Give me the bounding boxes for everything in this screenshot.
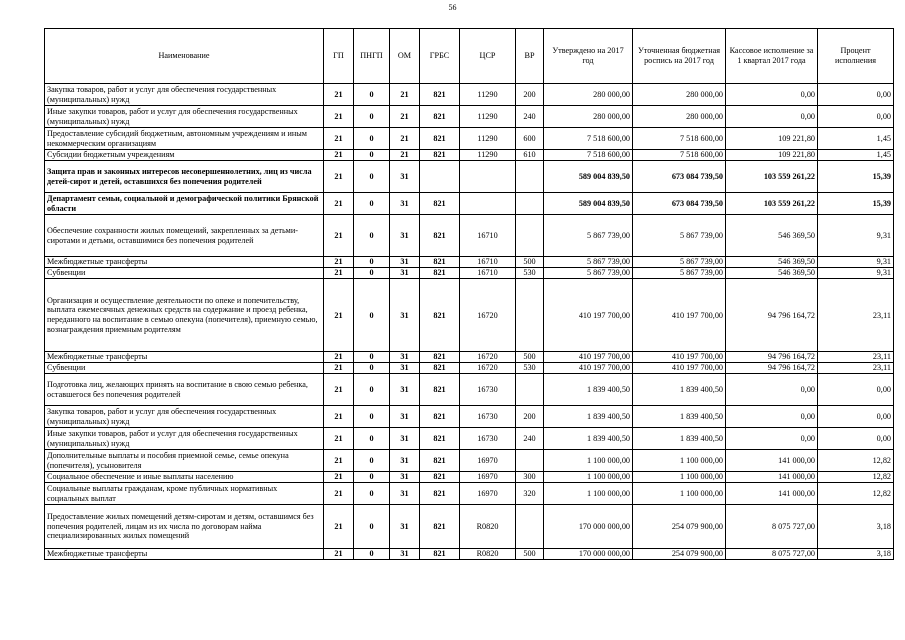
row-name-cell: Департамент семьи, социальной и демографической политики Брянской области — [45, 193, 324, 215]
row-gp-cell: 21 — [324, 428, 354, 450]
row-pgp-cell: 0 — [354, 161, 390, 193]
row-gp-cell: 21 — [324, 549, 354, 560]
row-refined-cell: 280 000,00 — [633, 84, 726, 106]
table-row — [45, 363, 894, 374]
table-row — [45, 84, 894, 106]
header-approved: Утверждено на 2017 год — [544, 29, 633, 84]
table-row — [45, 450, 894, 472]
row-cash-cell: 94 796 164,72 — [726, 279, 818, 352]
row-approved-cell: 589 004 839,50 — [544, 161, 633, 193]
row-cash-cell: 94 796 164,72 — [726, 363, 818, 374]
row-grbs-cell: 821 — [420, 363, 460, 374]
row-cash-cell: 0,00 — [726, 84, 818, 106]
row-vr-cell — [516, 215, 544, 257]
row-refined-cell: 673 084 739,50 — [633, 161, 726, 193]
row-name-cell: Межбюджетные трансферты — [45, 257, 324, 268]
row-name-cell: Защита прав и законных интересов несовершеннолетних, лиц из числа детей-сирот и детей, оставшихся без попечения родителей — [45, 161, 324, 193]
row-grbs-cell: 821 — [420, 428, 460, 450]
row-percent-cell: 3,18 — [818, 505, 894, 549]
row-name-cell: Подготовка лиц, желающих принять на воспитание в свою семью ребенка, оставшегося без попечения родителей — [45, 374, 324, 406]
row-approved-cell: 1 100 000,00 — [544, 472, 633, 483]
row-csr-cell: 16720 — [460, 352, 516, 363]
table-row — [45, 161, 894, 193]
row-approved-cell: 7 518 600,00 — [544, 150, 633, 161]
row-gp-cell: 21 — [324, 483, 354, 505]
row-gp-cell: 21 — [324, 406, 354, 428]
row-om-cell: 21 — [390, 106, 420, 128]
row-csr-cell: 11290 — [460, 128, 516, 150]
row-name-cell: Закупка товаров, работ и услуг для обеспечения государственных (муниципальных) нужд — [45, 84, 324, 106]
row-pgp-cell: 0 — [354, 406, 390, 428]
row-name-cell: Обеспечение сохранности жилых помещений, закрепленных за детьми-сиротами и детьми, оставшимися без попечения родителей — [45, 215, 324, 257]
row-refined-cell: 280 000,00 — [633, 106, 726, 128]
row-name-cell: Предоставление жилых помещений детям-сиротам и детям, оставшимся без попечения родителей, лицам из их числа по договорам найма специализированных жилых помещений — [45, 505, 324, 549]
row-refined-cell: 410 197 700,00 — [633, 352, 726, 363]
row-csr-cell — [460, 193, 516, 215]
row-pgp-cell: 0 — [354, 279, 390, 352]
row-approved-cell: 7 518 600,00 — [544, 128, 633, 150]
row-om-cell: 21 — [390, 84, 420, 106]
row-approved-cell: 5 867 739,00 — [544, 268, 633, 279]
row-vr-cell: 500 — [516, 352, 544, 363]
row-gp-cell: 21 — [324, 257, 354, 268]
row-csr-cell: 16970 — [460, 483, 516, 505]
row-percent-cell: 23,11 — [818, 363, 894, 374]
row-pgp-cell: 0 — [354, 215, 390, 257]
row-cash-cell: 8 075 727,00 — [726, 505, 818, 549]
row-vr-cell: 610 — [516, 150, 544, 161]
row-cash-cell: 109 221,80 — [726, 150, 818, 161]
row-csr-cell: 11290 — [460, 150, 516, 161]
row-name-cell: Субвенции — [45, 363, 324, 374]
row-csr-cell: 16730 — [460, 406, 516, 428]
row-grbs-cell: 821 — [420, 84, 460, 106]
row-approved-cell: 1 100 000,00 — [544, 450, 633, 472]
header-vr: ВР — [516, 29, 544, 84]
row-pgp-cell: 0 — [354, 193, 390, 215]
row-gp-cell: 21 — [324, 128, 354, 150]
row-refined-cell: 254 079 900,00 — [633, 505, 726, 549]
row-om-cell: 31 — [390, 193, 420, 215]
row-cash-cell: 0,00 — [726, 106, 818, 128]
row-cash-cell: 546 369,50 — [726, 215, 818, 257]
row-percent-cell: 0,00 — [818, 374, 894, 406]
table-row — [45, 106, 894, 128]
row-om-cell: 31 — [390, 428, 420, 450]
row-percent-cell: 9,31 — [818, 268, 894, 279]
row-grbs-cell: 821 — [420, 279, 460, 352]
row-vr-cell: 500 — [516, 257, 544, 268]
row-refined-cell: 673 084 739,50 — [633, 193, 726, 215]
row-grbs-cell: 821 — [420, 406, 460, 428]
row-gp-cell: 21 — [324, 352, 354, 363]
row-percent-cell: 12,82 — [818, 472, 894, 483]
row-cash-cell: 141 000,00 — [726, 450, 818, 472]
row-grbs-cell: 821 — [420, 268, 460, 279]
row-approved-cell: 589 004 839,50 — [544, 193, 633, 215]
row-grbs-cell: 821 — [420, 215, 460, 257]
row-percent-cell: 1,45 — [818, 128, 894, 150]
row-pgp-cell: 0 — [354, 268, 390, 279]
row-name-cell: Межбюджетные трансферты — [45, 352, 324, 363]
row-refined-cell: 1 839 400,50 — [633, 428, 726, 450]
row-grbs-cell: 821 — [420, 483, 460, 505]
row-gp-cell: 21 — [324, 106, 354, 128]
page-number: 56 — [448, 3, 457, 12]
row-om-cell: 31 — [390, 472, 420, 483]
row-gp-cell: 21 — [324, 505, 354, 549]
row-vr-cell — [516, 374, 544, 406]
row-grbs-cell: 821 — [420, 128, 460, 150]
row-gp-cell: 21 — [324, 374, 354, 406]
row-approved-cell: 410 197 700,00 — [544, 363, 633, 374]
budget-execution-table — [44, 28, 894, 560]
row-csr-cell: 16730 — [460, 374, 516, 406]
table-row — [45, 150, 894, 161]
row-approved-cell: 1 839 400,50 — [544, 428, 633, 450]
row-grbs-cell: 821 — [420, 257, 460, 268]
row-name-cell: Организация и осуществление деятельности по опеке и попечительству, выплата ежемесячных денежных средств на содержание и проезд ребенка, переданного на воспитание в семью опекуна (попечителя), приемную семью, вознаграждения приемным родителям — [45, 279, 324, 352]
header-grbs: ГРБС — [420, 29, 460, 84]
row-refined-cell: 410 197 700,00 — [633, 279, 726, 352]
table-row — [45, 352, 894, 363]
row-vr-cell — [516, 279, 544, 352]
row-grbs-cell: 821 — [420, 193, 460, 215]
row-csr-cell: 16710 — [460, 257, 516, 268]
row-gp-cell: 21 — [324, 450, 354, 472]
table-row — [45, 215, 894, 257]
row-approved-cell: 5 867 739,00 — [544, 257, 633, 268]
row-grbs-cell: 821 — [420, 549, 460, 560]
row-cash-cell: 103 559 261,22 — [726, 161, 818, 193]
row-refined-cell: 1 839 400,50 — [633, 406, 726, 428]
row-refined-cell: 7 518 600,00 — [633, 150, 726, 161]
row-name-cell: Предоставление субсидий бюджетным, автономным учреждениям и иным некоммерческим организациям — [45, 128, 324, 150]
row-cash-cell: 0,00 — [726, 428, 818, 450]
row-name-cell: Межбюджетные трансферты — [45, 549, 324, 560]
row-percent-cell: 3,18 — [818, 549, 894, 560]
row-percent-cell: 15,39 — [818, 193, 894, 215]
row-refined-cell: 1 100 000,00 — [633, 472, 726, 483]
row-percent-cell: 0,00 — [818, 428, 894, 450]
row-pgp-cell: 0 — [354, 483, 390, 505]
table-row — [45, 483, 894, 505]
row-grbs-cell: 821 — [420, 450, 460, 472]
row-grbs-cell: 821 — [420, 505, 460, 549]
row-percent-cell: 0,00 — [818, 406, 894, 428]
row-grbs-cell: 821 — [420, 150, 460, 161]
row-refined-cell: 254 079 900,00 — [633, 549, 726, 560]
row-approved-cell: 170 000 000,00 — [544, 505, 633, 549]
row-vr-cell: 240 — [516, 106, 544, 128]
row-gp-cell: 21 — [324, 150, 354, 161]
row-cash-cell: 546 369,50 — [726, 257, 818, 268]
row-name-cell: Дополнительные выплаты и пособия приемной семье, семье опекуна (попечителя), усыновителя — [45, 450, 324, 472]
row-pgp-cell: 0 — [354, 363, 390, 374]
row-cash-cell: 546 369,50 — [726, 268, 818, 279]
row-refined-cell: 7 518 600,00 — [633, 128, 726, 150]
row-percent-cell: 9,31 — [818, 257, 894, 268]
row-om-cell: 21 — [390, 128, 420, 150]
row-approved-cell: 1 839 400,50 — [544, 406, 633, 428]
row-om-cell: 31 — [390, 505, 420, 549]
table-row — [45, 374, 894, 406]
row-refined-cell: 5 867 739,00 — [633, 215, 726, 257]
header-pgp: ПНГП — [354, 29, 390, 84]
row-gp-cell: 21 — [324, 472, 354, 483]
row-cash-cell: 103 559 261,22 — [726, 193, 818, 215]
header-cash: Кассовое исполнение за 1 квартал 2017 года — [726, 29, 818, 84]
row-pgp-cell: 0 — [354, 84, 390, 106]
row-pgp-cell: 0 — [354, 257, 390, 268]
row-cash-cell: 0,00 — [726, 406, 818, 428]
row-cash-cell: 109 221,80 — [726, 128, 818, 150]
row-csr-cell: 16720 — [460, 363, 516, 374]
row-om-cell: 31 — [390, 161, 420, 193]
row-vr-cell: 530 — [516, 363, 544, 374]
row-cash-cell: 0,00 — [726, 374, 818, 406]
row-approved-cell: 410 197 700,00 — [544, 279, 633, 352]
row-vr-cell — [516, 193, 544, 215]
row-vr-cell — [516, 161, 544, 193]
row-om-cell: 31 — [390, 374, 420, 406]
row-gp-cell: 21 — [324, 363, 354, 374]
table-row — [45, 505, 894, 549]
row-vr-cell: 320 — [516, 483, 544, 505]
row-percent-cell: 12,82 — [818, 483, 894, 505]
row-om-cell: 31 — [390, 268, 420, 279]
table-row — [45, 406, 894, 428]
row-pgp-cell: 0 — [354, 374, 390, 406]
row-grbs-cell: 821 — [420, 374, 460, 406]
header-refined: Уточненная бюджетная роспись на 2017 год — [633, 29, 726, 84]
row-pgp-cell: 0 — [354, 428, 390, 450]
row-percent-cell: 15,39 — [818, 161, 894, 193]
row-vr-cell: 200 — [516, 406, 544, 428]
row-om-cell: 31 — [390, 363, 420, 374]
row-percent-cell: 1,45 — [818, 150, 894, 161]
row-name-cell: Субсидии бюджетным учреждениям — [45, 150, 324, 161]
row-refined-cell: 410 197 700,00 — [633, 363, 726, 374]
header-percent: Процент исполнения — [818, 29, 894, 84]
row-vr-cell — [516, 450, 544, 472]
row-csr-cell: R0820 — [460, 549, 516, 560]
row-csr-cell: 11290 — [460, 84, 516, 106]
row-vr-cell: 200 — [516, 84, 544, 106]
row-pgp-cell: 0 — [354, 106, 390, 128]
header-gp: ГП — [324, 29, 354, 84]
row-percent-cell: 0,00 — [818, 84, 894, 106]
row-gp-cell: 21 — [324, 84, 354, 106]
table-row — [45, 549, 894, 560]
row-approved-cell: 5 867 739,00 — [544, 215, 633, 257]
row-pgp-cell: 0 — [354, 150, 390, 161]
row-om-cell: 31 — [390, 549, 420, 560]
header-name: Наименование — [45, 29, 324, 84]
row-om-cell: 31 — [390, 406, 420, 428]
row-cash-cell: 141 000,00 — [726, 472, 818, 483]
row-grbs-cell — [420, 161, 460, 193]
row-om-cell: 31 — [390, 483, 420, 505]
table-row — [45, 257, 894, 268]
row-refined-cell: 5 867 739,00 — [633, 257, 726, 268]
row-vr-cell: 300 — [516, 472, 544, 483]
row-om-cell: 31 — [390, 215, 420, 257]
row-approved-cell: 1 839 400,50 — [544, 374, 633, 406]
row-csr-cell: 16710 — [460, 268, 516, 279]
row-csr-cell: 16970 — [460, 472, 516, 483]
row-refined-cell: 1 100 000,00 — [633, 450, 726, 472]
row-csr-cell: 16710 — [460, 215, 516, 257]
row-approved-cell: 170 000 000,00 — [544, 549, 633, 560]
row-cash-cell: 141 000,00 — [726, 483, 818, 505]
row-vr-cell: 500 — [516, 549, 544, 560]
row-vr-cell: 240 — [516, 428, 544, 450]
row-pgp-cell: 0 — [354, 549, 390, 560]
row-om-cell: 31 — [390, 352, 420, 363]
row-name-cell: Социальное обеспечение и иные выплаты населению — [45, 472, 324, 483]
row-approved-cell: 280 000,00 — [544, 84, 633, 106]
row-pgp-cell: 0 — [354, 505, 390, 549]
table-header-row — [45, 29, 894, 84]
row-refined-cell: 5 867 739,00 — [633, 268, 726, 279]
row-approved-cell: 280 000,00 — [544, 106, 633, 128]
row-percent-cell: 23,11 — [818, 352, 894, 363]
row-pgp-cell: 0 — [354, 472, 390, 483]
row-name-cell: Иные закупки товаров, работ и услуг для обеспечения государственных (муниципальных) нужд — [45, 106, 324, 128]
header-csr: ЦСР — [460, 29, 516, 84]
row-gp-cell: 21 — [324, 279, 354, 352]
row-csr-cell: 11290 — [460, 106, 516, 128]
row-name-cell: Иные закупки товаров, работ и услуг для обеспечения государственных (муниципальных) нужд — [45, 428, 324, 450]
row-csr-cell: R0820 — [460, 505, 516, 549]
row-om-cell: 31 — [390, 279, 420, 352]
table-body — [45, 84, 894, 560]
row-refined-cell: 1 839 400,50 — [633, 374, 726, 406]
row-name-cell: Закупка товаров, работ и услуг для обеспечения государственных (муниципальных) нужд — [45, 406, 324, 428]
table-row — [45, 428, 894, 450]
row-refined-cell: 1 100 000,00 — [633, 483, 726, 505]
table-row — [45, 193, 894, 215]
table-row — [45, 128, 894, 150]
row-approved-cell: 410 197 700,00 — [544, 352, 633, 363]
row-gp-cell: 21 — [324, 193, 354, 215]
row-percent-cell: 12,82 — [818, 450, 894, 472]
row-csr-cell: 16730 — [460, 428, 516, 450]
row-om-cell: 31 — [390, 450, 420, 472]
row-vr-cell: 600 — [516, 128, 544, 150]
row-approved-cell: 1 100 000,00 — [544, 483, 633, 505]
row-cash-cell: 94 796 164,72 — [726, 352, 818, 363]
row-csr-cell: 16970 — [460, 450, 516, 472]
row-percent-cell: 9,31 — [818, 215, 894, 257]
row-csr-cell — [460, 161, 516, 193]
table-row — [45, 279, 894, 352]
row-percent-cell: 23,11 — [818, 279, 894, 352]
row-vr-cell: 530 — [516, 268, 544, 279]
row-cash-cell: 8 075 727,00 — [726, 549, 818, 560]
row-om-cell: 31 — [390, 257, 420, 268]
header-om: ОМ — [390, 29, 420, 84]
row-om-cell: 21 — [390, 150, 420, 161]
row-csr-cell: 16720 — [460, 279, 516, 352]
row-gp-cell: 21 — [324, 161, 354, 193]
row-vr-cell — [516, 505, 544, 549]
row-gp-cell: 21 — [324, 215, 354, 257]
row-pgp-cell: 0 — [354, 450, 390, 472]
row-percent-cell: 0,00 — [818, 106, 894, 128]
row-gp-cell: 21 — [324, 268, 354, 279]
row-name-cell: Социальные выплаты гражданам, кроме публичных нормативных социальных выплат — [45, 483, 324, 505]
row-pgp-cell: 0 — [354, 352, 390, 363]
row-grbs-cell: 821 — [420, 472, 460, 483]
table-row — [45, 268, 894, 279]
row-grbs-cell: 821 — [420, 352, 460, 363]
row-pgp-cell: 0 — [354, 128, 390, 150]
row-name-cell: Субвенции — [45, 268, 324, 279]
row-grbs-cell: 821 — [420, 106, 460, 128]
table-row — [45, 472, 894, 483]
